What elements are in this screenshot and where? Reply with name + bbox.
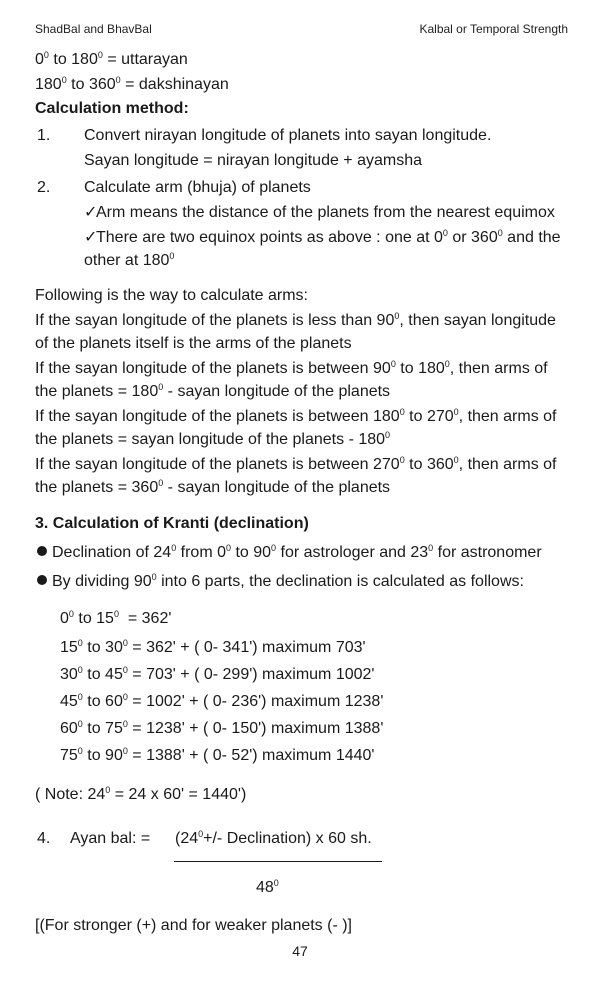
ayan-bal-numerator: ($24^0+/-$ Declination) x 60 sh.	[175, 829, 372, 847]
arms-rule-3-line-2: the planets = sayan longitude of the planets - $180^0$	[35, 430, 391, 448]
ayan-bal-label: Ayan bal: =	[70, 830, 151, 847]
arms-rule-3-line-1: If the sayan longitude of the planets is between $180^0$ to $270^0$, then arms of	[35, 407, 557, 425]
check-icon: ✓	[84, 229, 98, 246]
dakshinayan-line: $180^0$ to $360^0$ = dakshinayan	[35, 75, 229, 93]
declination-row: $75^0$ to $90^0 = 1388'$ + ( 0- 52') maximum 1440'	[60, 746, 375, 764]
arms-rule-2-line-2: the planets = $180^0$ - sayan longitude of the planets	[35, 382, 391, 400]
declination-row: $45^0$ to $60^0 = 1002'$ + ( 0- 236') maximum 1238'	[60, 692, 384, 710]
arms-rule-1-line-1: If the sayan longitude of the planets is less than $90^0$, then sayan longitude	[35, 311, 556, 329]
method-heading: Calculation method:	[35, 100, 189, 117]
running-header-left: ShadBal and BhavBal	[35, 22, 152, 36]
declination-row: $0^0$ to $15^0 = 362'$	[60, 609, 172, 627]
running-header-right: Kalbal or Temporal Strength	[419, 22, 568, 36]
step-4-number: 4.	[37, 830, 51, 847]
step-1-formula: Sayan longitude = nirayan longitude + ayamsha	[84, 152, 423, 169]
page-number: 47	[292, 943, 308, 959]
ayan-bal-denominator: $48^0$	[256, 878, 279, 896]
bullet-icon	[37, 546, 47, 556]
arms-intro: Following is the way to calculate arms:	[35, 287, 308, 304]
step-1-number: 1.	[37, 127, 51, 144]
kranti-heading: 3. Calculation of Kranti (declination)	[35, 515, 309, 532]
check-icon: ✓	[84, 204, 98, 221]
declination-row: $15^0$ to $30^0 = 362'$ + ( 0- 341') maximum 703'	[60, 638, 366, 656]
tick-item-equinox-points-cont: other at $180^0$	[84, 251, 175, 269]
bullet-icon	[37, 575, 47, 585]
tick-item-arm-definition: ✓Arm means the distance of the planets from the nearest equimox	[84, 204, 555, 221]
declination-note: ( Note: $24^0 = 24$ x 60' = 1440')	[35, 785, 247, 803]
arms-rule-2-line-1: If the sayan longitude of the planets is between $90^0$ to $180^0$, then arms of	[35, 359, 548, 377]
fraction-bar	[174, 861, 382, 862]
arms-rule-1-line-2: of the planets itself is the arms of the planets	[35, 335, 352, 352]
arms-rule-4-line-1: If the sayan longitude of the planets is between $270^0$ to $360^0$, then arms of	[35, 455, 557, 473]
arms-rule-4-line-2: the planets = $360^0$ - sayan longitude of the planets	[35, 478, 391, 496]
declination-row: $30^0$ to $45^0 = 703'$ + ( 0- 299') maximum 1002'	[60, 665, 375, 683]
uttarayan-line: $0^0$ to $180^0$ = uttarayan	[35, 50, 188, 68]
kranti-bullet-1: Declination of $24^0$ from $0^0$ to $90^0$ for astrologer and $23^0$ for astronomer	[37, 543, 542, 563]
declination-row: $60^0$ to $75^0 = 1238'$ + ( 0- 150') maximum 1388'	[60, 719, 384, 737]
tick-item-equinox-points: ✓There are two equinox points as above : one at $0^0$ or $360^0$ and the	[84, 228, 561, 246]
step-2-number: 2.	[37, 179, 51, 196]
step-2-text: Calculate arm (bhuja) of planets	[84, 179, 311, 196]
kranti-bullet-2: By dividing $90^0$ into 6 parts, the declination is calculated as follows:	[37, 572, 524, 592]
strength-note: [(For stronger (+) and for weaker planets (- )]	[35, 917, 352, 934]
step-1-text: Convert nirayan longitude of planets into sayan longitude.	[84, 127, 492, 144]
